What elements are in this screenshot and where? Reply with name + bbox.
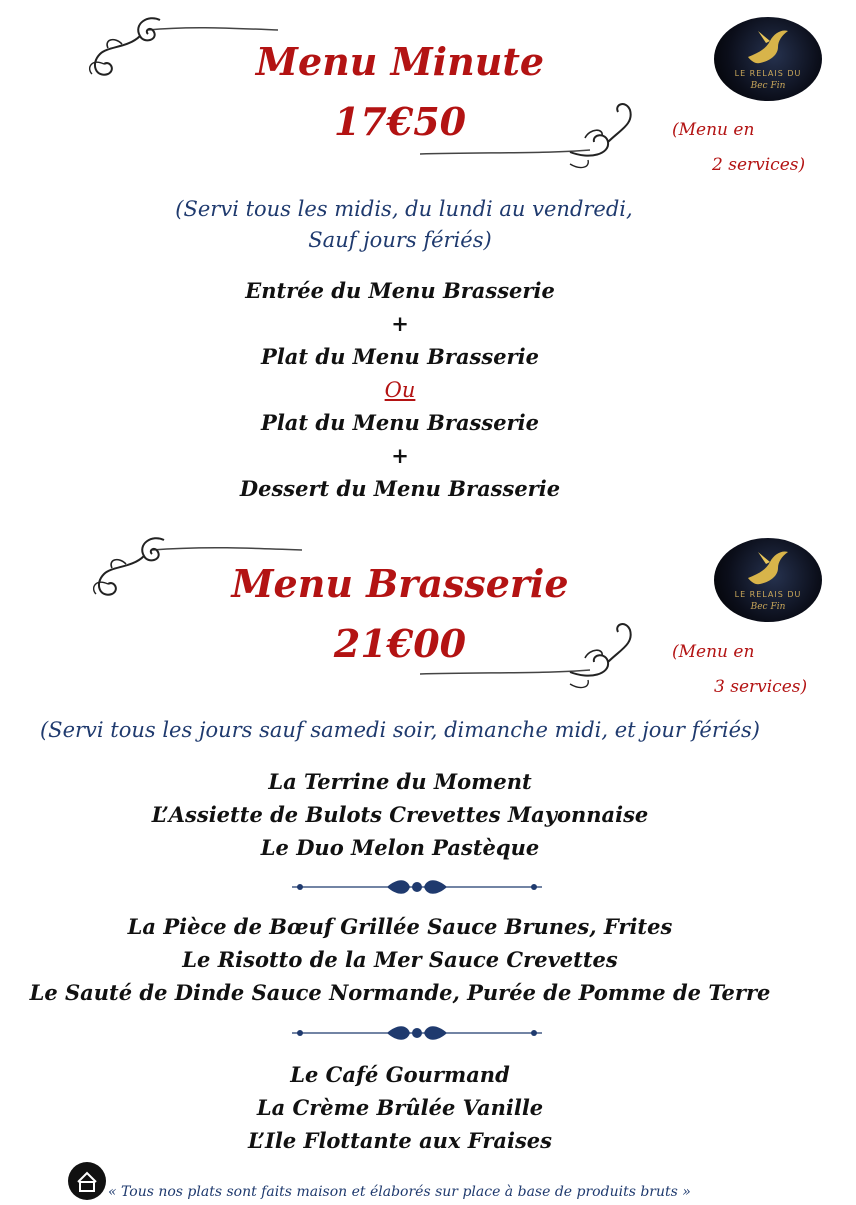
desserts-list [0,1058,800,1157]
menu-item: Dessert du Menu Brasserie [239,476,561,501]
logo-top-text: LE RELAIS DU [734,590,802,599]
main-item: Le Risotto de la Mer Sauce Crevettes [182,947,618,972]
main-item: La Pièce de Bœuf Grillée Sauce Brunes, Frites [127,914,673,939]
logo-top-text: LE RELAIS DU [734,69,802,78]
menu-minute-items [0,274,800,505]
menu-item: Entrée du Menu Brasserie [245,278,555,303]
menu-minute-price: 17€50 [333,99,467,144]
hummingbird-icon [744,548,792,592]
starter-item: La Terrine du Moment [268,769,532,794]
dessert-item: La Crème Brûlée Vanille [256,1095,544,1120]
menu-item: Plat du Menu Brasserie [261,344,539,369]
home-made-icon [68,1162,106,1200]
menu-brasserie-note-line1: (Menu en [672,642,755,662]
ornament-divider-icon [292,876,542,896]
menu-brasserie-title: Menu Brasserie [231,561,569,606]
plus-sign: + [391,443,409,468]
menu-item: Plat du Menu Brasserie [261,410,539,435]
menu-minute-served-line2: Sauf jours fériés) [308,228,492,252]
hummingbird-icon [744,27,792,71]
starter-item: L’Assiette de Bulots Crevettes Mayonnaise [151,802,649,827]
main-item: Le Sauté de Dinde Sauce Normande, Purée de Pomme de Terre [29,980,771,1005]
menu-minute-title: Menu Minute [255,39,545,84]
restaurant-logo [714,538,822,622]
plus-sign: + [391,311,409,336]
homemade-footer-note: « Tous nos plats sont faits maison et élaborés sur place à base de produits bruts » [108,1184,691,1200]
dessert-item: Le Café Gourmand [290,1062,510,1087]
logo-script-text: Bec Fin [750,602,786,612]
starter-item: Le Duo Melon Pastèque [260,835,540,860]
menu-minute-note-line1: (Menu en [672,120,755,140]
ornament-divider-icon [292,1022,542,1042]
menu-minute-served-line1: (Servi tous les midis, du lundi au vendredi, [175,197,633,221]
menu-brasserie-price: 21€00 [333,621,467,666]
restaurant-logo [714,17,822,101]
menu-minute-note-line2: 2 services) [712,155,806,175]
menu-brasserie-served: (Servi tous les jours sauf samedi soir, dimanche midi, et jour fériés) [39,718,761,742]
mains-list [0,910,800,1009]
logo-script-text: Bec Fin [750,81,786,91]
menu-brasserie-note-line2: 3 services) [714,677,808,697]
starters-list [0,765,800,864]
dessert-item: L’Ile Flottante aux Fraises [248,1128,552,1153]
or-separator: Ou [384,378,416,402]
